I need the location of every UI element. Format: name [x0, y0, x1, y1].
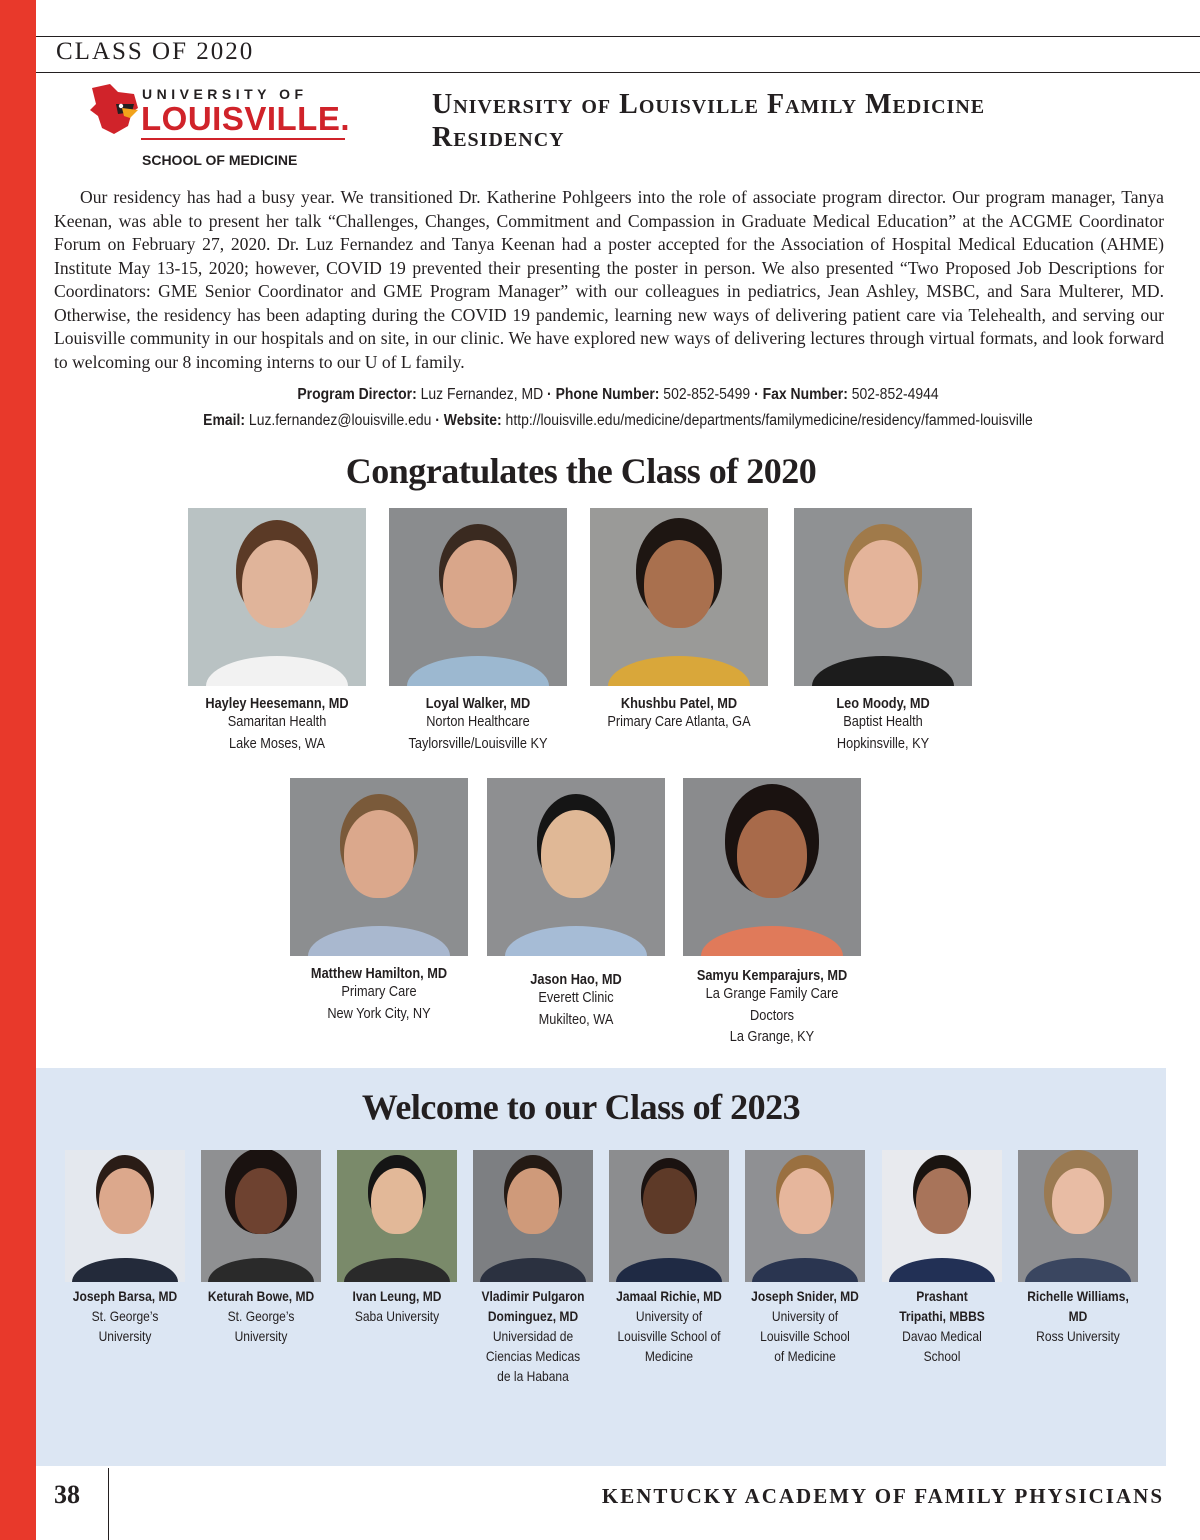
intern-name: Ivan Leung, MD	[352, 1288, 442, 1304]
email-link[interactable]: Luz.fernandez@louisville.edu	[248, 412, 432, 429]
intern-detail: School	[923, 1348, 961, 1364]
intern-name: Keturah Bowe, MD	[207, 1288, 315, 1304]
university-logo	[88, 82, 368, 172]
intern-name: Vladimir Pulgaron	[481, 1288, 585, 1304]
separator: ·	[754, 386, 759, 403]
intern-card	[878, 1150, 1006, 1366]
intern-photo	[745, 1150, 865, 1282]
intern-photo	[882, 1150, 1002, 1282]
graduate-photo	[389, 508, 567, 686]
intern-name: Dominguez, MD	[487, 1308, 579, 1324]
graduate-detail: Norton Healthcare	[426, 714, 530, 730]
logo-university-of: UNIVERSITY OF	[142, 86, 308, 102]
graduate-detail: La Grange Family Care	[705, 986, 839, 1002]
footer-divider	[108, 1468, 109, 1540]
graduate-name: Hayley Heesemann, MD	[205, 696, 349, 712]
intern-detail: Louisville School of	[617, 1328, 721, 1344]
phone-value: 502-852-5499	[663, 386, 751, 403]
graduate-detail: Mukilteo, WA	[538, 1011, 614, 1028]
intro-paragraph: Our residency has had a busy year. We transitioned Dr. Katherine Pohlgeers into the role of associate program director. Our program manager, Tanya Keenan, was able to present her talk “Challenges, Changes, Commitment and Compassion in Graduate Medical Education” at the ACGME Coordinator Forum on February 27, 2020. Dr. Luz Fernandez and Tanya Keenan had a poster accepted for the Association of Hospital Medical Education (AHME) Institute May 13-15, 2020; however, COVID 19 prevented their presenting the poster in person. We also presented “Two Proposed Job Descriptions for Coordinators: GME Senior Coordinator and GME Program Manager” with our colleagues in pediatrics, Jean Ashley, MSBC, and Sara Multerer, MD. Otherwise, the residency has been adapting during the COVID 19 pandemic, learning new ways of delivering patient care via Telehealth, and serving our Louisville community in our hospitals and on site, in our clinic. We have explored new ways of delivering lectures through virtual formats, and look forward to welcoming our 8 incoming interns to our U of L family.	[54, 187, 1164, 372]
intern-detail: Louisville School	[760, 1328, 850, 1344]
graduate-detail: New York City, NY	[327, 1005, 431, 1022]
logo-rule	[141, 138, 345, 140]
graduate-card	[589, 508, 769, 734]
program-title: University of Louisville Family Medicine Residency	[432, 89, 986, 153]
graduate-photo	[683, 778, 861, 956]
intern-detail: Saba University	[354, 1308, 440, 1324]
graduate-detail: Taylorsville/Louisville KY	[408, 735, 548, 752]
intern-name: Joseph Barsa, MD	[72, 1288, 178, 1304]
intern-detail: University	[98, 1328, 152, 1344]
page-number: 38	[54, 1480, 80, 1509]
graduate-detail: Everett Clinic	[538, 990, 614, 1006]
graduate-detail: Baptist Health	[843, 714, 923, 730]
graduate-name: Khushbu Patel, MD	[620, 696, 738, 712]
graduate-name: Leo Moody, MD	[836, 696, 930, 712]
graduate-detail: Primary Care	[341, 984, 417, 1000]
section-label: CLASS OF 2020	[56, 38, 255, 65]
intern-detail: St. George’s	[227, 1308, 295, 1324]
intern-photo	[609, 1150, 729, 1282]
intern-photo	[337, 1150, 457, 1282]
graduate-card	[388, 508, 568, 755]
graduate-photo	[188, 508, 366, 686]
intern-card	[333, 1150, 461, 1326]
fax-label: Fax Number:	[762, 386, 848, 403]
graduate-detail: Lake Moses, WA	[229, 735, 325, 752]
phone-label: Phone Number:	[555, 386, 660, 403]
graduate-detail: Doctors	[750, 1007, 794, 1024]
intern-photo	[201, 1150, 321, 1282]
class-2023-heading: Welcome to our Class of 2023	[361, 1087, 801, 1127]
graduate-card	[289, 778, 469, 1025]
intern-detail: Universidad de	[492, 1328, 574, 1344]
graduate-detail: Hopkinsville, KY	[836, 735, 930, 752]
intern-detail: University of	[771, 1308, 839, 1324]
director-value: Luz Fernandez, MD	[420, 386, 544, 403]
director-label: Program Director:	[297, 386, 417, 403]
fax-value: 502-852-4944	[851, 386, 939, 403]
graduate-photo	[590, 508, 768, 686]
intern-card	[1014, 1150, 1142, 1346]
graduate-name: Loyal Walker, MD	[425, 696, 531, 712]
intern-detail: University	[234, 1328, 288, 1344]
intern-name: Joseph Snider, MD	[751, 1288, 859, 1304]
website-link[interactable]: http://louisville.edu/medicine/departments/familymedicine/residency/fammed-louisville	[505, 412, 1033, 429]
contact-line-2	[94, 412, 1142, 430]
graduate-detail: Primary Care Atlanta, GA	[607, 714, 751, 730]
graduate-card	[486, 778, 666, 1031]
intern-name: Richelle Williams, MD	[1027, 1288, 1129, 1324]
intern-detail: de la Habana	[497, 1368, 569, 1384]
intern-detail: Medicine	[644, 1348, 694, 1364]
intern-photo	[1018, 1150, 1138, 1282]
logo-school-of-medicine: SCHOOL OF MEDICINE	[142, 152, 298, 168]
graduate-photo	[487, 778, 665, 956]
graduate-name: Samyu Kemparajurs, MD	[696, 968, 848, 984]
intern-name: Jamaal Richie, MD	[616, 1288, 722, 1304]
class-2020-heading: Congratulates the Class of 2020	[345, 451, 817, 491]
left-accent-bar	[0, 0, 36, 1540]
intern-photo	[65, 1150, 185, 1282]
intern-card	[61, 1150, 189, 1346]
logo-louisville: LOUISVILLE.	[141, 100, 351, 137]
intern-detail: Ross University	[1036, 1328, 1120, 1344]
intern-card	[197, 1150, 325, 1346]
graduate-card	[682, 778, 862, 1049]
graduate-card	[793, 508, 973, 755]
graduate-detail: Samaritan Health	[227, 714, 327, 730]
cardinal-icon	[88, 82, 140, 138]
intern-detail: St. George’s	[91, 1308, 159, 1324]
intern-card	[469, 1150, 597, 1386]
website-label: Website:	[443, 412, 502, 429]
intern-card	[605, 1150, 733, 1366]
intern-card	[741, 1150, 869, 1366]
graduate-name: Jason Hao, MD	[530, 972, 622, 988]
intern-detail: University of	[635, 1308, 703, 1324]
header-rule-bottom	[36, 72, 1200, 73]
separator: ·	[547, 386, 552, 403]
publication-title: KENTUCKY ACADEMY OF FAMILY PHYSICIANS	[601, 1484, 1164, 1508]
graduate-photo	[794, 508, 972, 686]
contact-line-1	[94, 386, 1142, 404]
intern-photo	[473, 1150, 593, 1282]
graduate-photo	[290, 778, 468, 956]
intern-detail: of Medicine	[774, 1348, 836, 1364]
separator: ·	[435, 412, 440, 429]
intern-detail: Davao Medical	[902, 1328, 982, 1344]
graduate-name: Matthew Hamilton, MD	[310, 966, 448, 982]
intern-detail: Ciencias Medicas	[485, 1348, 581, 1364]
graduate-card	[187, 508, 367, 755]
intern-name: Prashant	[916, 1288, 968, 1304]
email-label: Email:	[203, 412, 246, 429]
graduate-detail: La Grange, KY	[729, 1029, 815, 1045]
intern-name: Tripathi, MBBS	[899, 1308, 985, 1324]
header-rule-top	[36, 36, 1200, 37]
